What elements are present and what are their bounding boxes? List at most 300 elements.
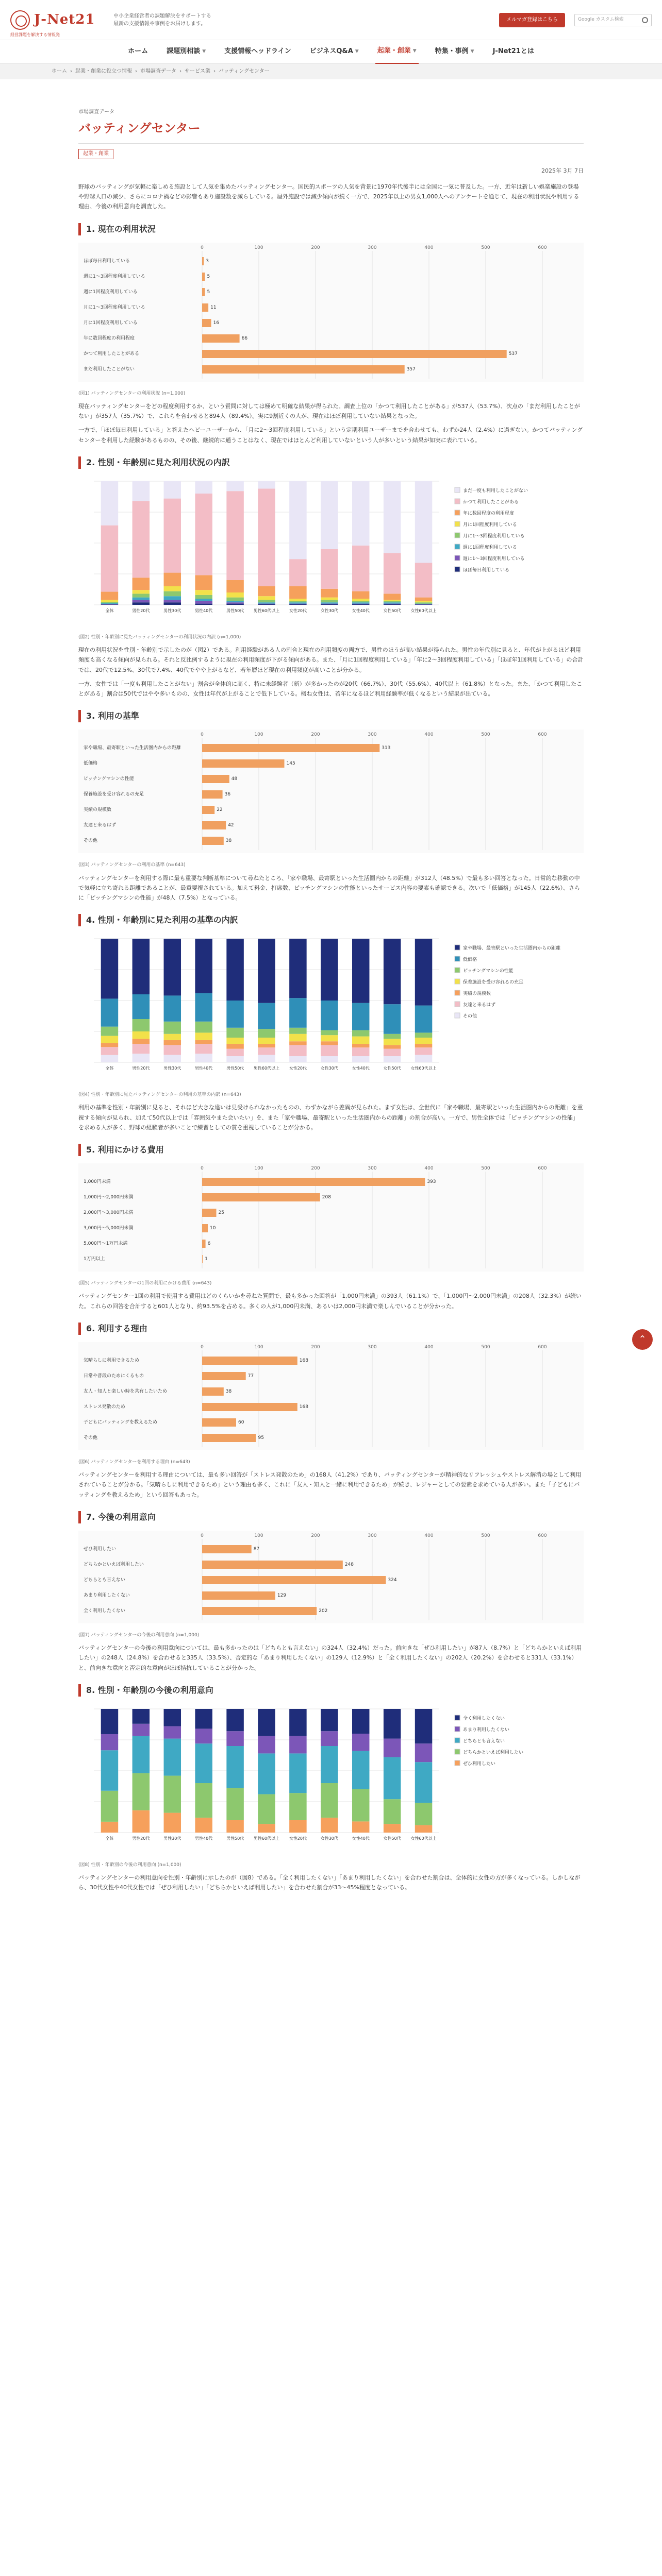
- legend-swatch: [455, 533, 460, 538]
- x-tick-label: 300: [368, 1166, 377, 1172]
- x-tick-label: 女性40代: [352, 608, 370, 613]
- stack-segment: [384, 939, 401, 1004]
- stack-segment: [289, 1041, 307, 1045]
- stack-segment: [352, 601, 370, 602]
- x-tick-label: 400: [424, 1344, 434, 1350]
- category-label: 子どもにバッティングを教えるため: [84, 1419, 158, 1425]
- category-label: まだ利用したことがない: [84, 366, 135, 372]
- nav-item-3[interactable]: [308, 46, 361, 57]
- category-label: 友達と来るはず: [84, 823, 117, 828]
- stack-segment: [101, 1709, 119, 1734]
- data-label: 357: [406, 366, 416, 372]
- category-label: ストレス発散のため: [84, 1404, 125, 1410]
- stack-segment: [226, 598, 244, 601]
- stack-segment: [321, 1056, 338, 1062]
- stack-segment: [352, 546, 370, 591]
- section-4: [78, 914, 584, 1132]
- stack-segment: [195, 494, 212, 575]
- x-tick-label: 0: [201, 732, 204, 738]
- section-heading: 1. 現在の利用状況: [78, 223, 584, 235]
- bar: [202, 1561, 343, 1569]
- stack-segment: [258, 488, 275, 586]
- bar: [202, 1209, 217, 1217]
- stack-segment: [101, 481, 119, 526]
- legend-entry: ほぼ毎日利用している: [463, 567, 510, 573]
- stack-segment: [321, 1783, 338, 1818]
- data-label: 48: [231, 776, 238, 782]
- category-label: ピッチングマシンの性能: [84, 776, 134, 782]
- stack-segment: [133, 1054, 150, 1062]
- chart-container: [78, 934, 584, 1087]
- x-tick-label: 600: [538, 245, 547, 250]
- stack-segment: [258, 1794, 275, 1824]
- stack-segment: [101, 1734, 119, 1750]
- section-heading: 7. 今後の利用意向: [78, 1511, 584, 1523]
- article-category: 市場調査データ: [78, 109, 114, 115]
- chart-background: [78, 243, 584, 382]
- nav-item-label: 支援情報ヘッドライン: [224, 47, 291, 56]
- stack-segment: [101, 1822, 119, 1833]
- stack-segment: [384, 1738, 401, 1757]
- stack-segment: [384, 602, 401, 603]
- nav-item-1[interactable]: [164, 46, 208, 57]
- page-title: バッティングセンター: [78, 118, 584, 144]
- bar: [202, 775, 229, 783]
- legend-swatch: [455, 1002, 460, 1007]
- stack-segment: [226, 1049, 244, 1056]
- stack-segment: [321, 602, 338, 603]
- stack-segment: [289, 939, 307, 998]
- stack-segment: [352, 1056, 370, 1062]
- stack-segment: [258, 1709, 275, 1736]
- stack-segment: [164, 499, 181, 573]
- stack-segment: [195, 604, 212, 605]
- stack-segment: [321, 1818, 338, 1833]
- figure-caption: (図7) バッティングセンターの今後の利用意向 (n=1,000): [78, 1632, 200, 1638]
- stack-segment: [321, 939, 338, 1001]
- bar: [202, 790, 223, 799]
- x-tick-label: 400: [424, 1166, 434, 1172]
- main-nav: [0, 40, 662, 64]
- stack-segment: [384, 1004, 401, 1034]
- site-tagline: [113, 12, 247, 28]
- category-label: 週に1回程度利用している: [84, 289, 138, 295]
- legend-swatch: [455, 1726, 460, 1732]
- stack-segment: [258, 1753, 275, 1794]
- stack-segment: [164, 586, 181, 591]
- stack-segment: [133, 1039, 150, 1044]
- bar: [202, 257, 204, 265]
- section-paragraph: バッティングセンターを利用する際に最も重要な判断基準について尋ねたところ、「家や職場、最寄駅といった生活圏内からの距離」が312人（48.5%）で最も多い回答となった。日常的な移動の中で気軽に立ち寄れる距離であることが、最重要視されている。加えて料金、打席数、ピッチングマシンの性能といったサービス内容の要素も確認できる。次いで「低価格」が145人（22.6%）、さらに「ピッチングマシンの性能」が48人（7.5%）となっている。: [78, 874, 580, 902]
- x-tick-label: 男性30代: [163, 1836, 181, 1841]
- section-7: [78, 1511, 584, 1673]
- stack-segment: [415, 598, 433, 601]
- stack-segment: [384, 1056, 401, 1062]
- x-tick-label: 女性40代: [352, 1836, 370, 1841]
- chart-background: [78, 1342, 584, 1450]
- x-tick-label: 男性20代: [132, 608, 150, 613]
- intro-paragraph: 野球のバッティングが気軽に楽しめる施設として人気を集めたバッティングセンター。国民的スポーツの人気を背景に1970年代後半には全国に一気に普及した。一方、近年は新しい娯楽施設の登場や野球人口の減少、さらにコロナ禍などの影響もあり施設数を減らしている。屋外施設では減少傾向が続く一方で、2025年以上の男女1,000人へのアンケートを通じて、現在の利用状況や利用する理由、今後の利用意向を調査した。: [78, 183, 580, 210]
- stack-segment: [164, 600, 181, 602]
- stack-segment: [258, 939, 275, 1003]
- data-label: 87: [253, 1546, 260, 1552]
- data-label: 5: [207, 274, 210, 279]
- stack-segment: [226, 580, 244, 592]
- stack-segment: [352, 1030, 370, 1037]
- stack-segment: [415, 604, 433, 605]
- x-tick-label: 200: [311, 1166, 320, 1172]
- stack-segment: [321, 481, 338, 549]
- section-paragraph: 現在バッティングセンターをどの程度利用するか、という質問に対しては極めて明確な結果が得られた。調査上位の「かつて利用したことがある」が537人（53.7%）、次点の「まだ利用したことがない」が357人（35.7%）で、これらを合わせると894人（89.4%）。実に9割近くの人が、現在はほぼ利用していない結果となった。: [78, 402, 580, 420]
- x-tick-label: 600: [538, 1533, 547, 1538]
- data-label: 66: [241, 335, 248, 341]
- site-logo[interactable]: [10, 9, 113, 31]
- chart-7: [78, 1531, 584, 1623]
- legend-swatch: [455, 990, 460, 995]
- nav-item-6[interactable]: [491, 46, 536, 57]
- stack-segment: [352, 602, 370, 603]
- legend-entry: 保養施設を受け容れるの充足: [463, 980, 524, 986]
- chart-container: [78, 1704, 584, 1857]
- bar: [202, 1224, 208, 1232]
- stack-segment: [384, 1824, 401, 1833]
- bar: [202, 806, 214, 814]
- stack-segment: [101, 604, 119, 605]
- chevron-up-icon: ⌃: [638, 1333, 647, 1345]
- stack-segment: [133, 1724, 150, 1736]
- x-tick-label: 男性50代: [226, 608, 244, 613]
- x-tick-label: 0: [201, 1533, 204, 1538]
- nav-item-4[interactable]: [375, 40, 419, 64]
- data-label: 38: [225, 1388, 232, 1394]
- x-tick-label: 男性50代: [226, 1836, 244, 1841]
- search-icon[interactable]: [642, 17, 648, 23]
- stack-segment: [101, 1036, 119, 1043]
- category-label: 保養施設を受け容れるの充足: [84, 792, 144, 798]
- stack-segment: [289, 1709, 307, 1736]
- data-label: 1: [205, 1257, 208, 1262]
- stack-segment: [133, 994, 150, 1019]
- category-label: 低価格: [84, 761, 98, 767]
- stack-segment: [133, 578, 150, 590]
- stack-segment: [289, 1056, 307, 1062]
- nav-item-label: 特集・事例: [435, 47, 469, 56]
- stack-segment: [195, 1728, 212, 1743]
- breadcrumb-item[interactable]: 起業・創業に役立つ情報: [75, 69, 132, 74]
- stack-segment: [258, 1047, 275, 1055]
- x-tick-label: 200: [311, 732, 320, 738]
- stack-segment: [289, 1028, 307, 1034]
- data-label: 324: [388, 1577, 397, 1583]
- stack-segment: [101, 999, 119, 1027]
- stack-segment: [258, 1824, 275, 1833]
- category-label: 実績の規模数: [84, 807, 112, 813]
- legend-swatch: [455, 1715, 460, 1720]
- category-label: 週に1〜3回程度利用している: [84, 274, 145, 279]
- stack-segment: [164, 1812, 181, 1832]
- stack-segment: [321, 1746, 338, 1783]
- stack-segment: [352, 1003, 370, 1030]
- breadcrumb-item[interactable]: サービス業: [185, 69, 210, 74]
- stack-segment: [164, 1738, 181, 1775]
- bar: [202, 350, 507, 358]
- chart-8: [78, 1704, 584, 1853]
- category-label: 月に1回程度利用している: [84, 320, 138, 326]
- x-tick-label: 全体: [105, 608, 114, 613]
- x-tick-label: 200: [311, 245, 320, 250]
- stack-segment: [258, 1003, 275, 1029]
- legend-entry: 月に1〜3回程度利用している: [463, 533, 525, 539]
- x-tick-label: 500: [481, 1533, 490, 1538]
- stack-segment: [195, 1040, 212, 1044]
- stack-segment: [226, 1709, 244, 1731]
- chart-container: [78, 730, 584, 857]
- bar: [202, 1240, 206, 1248]
- stack-segment: [226, 1028, 244, 1038]
- stack-segment: [321, 600, 338, 602]
- stack-segment: [289, 601, 307, 602]
- stack-segment: [101, 1047, 119, 1056]
- legend-entry: あまり利用したくない: [463, 1727, 510, 1733]
- stack-segment: [195, 1044, 212, 1054]
- stack-segment: [321, 1001, 338, 1030]
- section-paragraph: 現在の利用状況を性別・年齢別で示したのが（図2）である。利用経験がある人の割合と現在の利用頻度の両方で、男性のほうが高い結果が得られた。男性の年代別に見ると、年代が上がるほど利用頻度も高くなる傾向が見られる。それと反比例するように現在の利用頻度が下がる傾向がある。また、「月に1回程度利用している」「年に2〜3回程度利用している」「ほぼ年1回利用している」の合計では、20代で12.5%、30代で7.4%、40代でやや上がるなど、若年層ほど現在の利用頻度が高いことが分かる。: [78, 647, 584, 673]
- x-tick-label: 女性50代: [383, 1066, 401, 1071]
- stack-segment: [289, 998, 307, 1028]
- bar: [202, 759, 285, 768]
- stack-segment: [164, 1775, 181, 1812]
- x-tick-label: 女性50代: [383, 1836, 401, 1841]
- data-label: 36: [224, 792, 231, 798]
- stack-segment: [289, 604, 307, 605]
- data-label: 38: [225, 838, 232, 844]
- data-label: 6: [207, 1241, 211, 1247]
- x-tick-label: 女性20代: [289, 1066, 307, 1071]
- stack-segment: [226, 1056, 244, 1062]
- category-label: 友人・知人と楽しい時を共有したいため: [84, 1388, 168, 1394]
- legend-swatch: [455, 968, 460, 973]
- legend-entry: その他: [463, 1014, 477, 1020]
- back-to-top-button[interactable]: [632, 1329, 653, 1350]
- legend-entry: 年に数回程度の利用程度: [463, 511, 515, 516]
- stack-segment: [289, 481, 307, 559]
- stack-segment: [321, 589, 338, 598]
- x-tick-label: 100: [254, 1166, 263, 1172]
- breadcrumb-separator-icon: ›: [213, 69, 216, 74]
- stack-segment: [133, 1019, 150, 1031]
- nav-item-label: 起業・創業: [377, 47, 411, 55]
- stack-segment: [164, 939, 181, 995]
- category-label: 5,000円〜1万円未満: [84, 1241, 128, 1247]
- category-label: ぜひ利用したい: [84, 1546, 117, 1552]
- bar: [202, 1434, 256, 1442]
- data-label: 145: [286, 761, 295, 767]
- stack-segment: [415, 1044, 433, 1047]
- category-tag[interactable]: 起業・創業: [78, 149, 113, 159]
- search-box[interactable]: [574, 14, 652, 26]
- stack-segment: [164, 596, 181, 600]
- stack-segment: [195, 595, 212, 599]
- category-label: 気晴らしに利用できるため: [84, 1358, 140, 1363]
- stack-segment: [101, 1750, 119, 1791]
- stack-segment: [195, 590, 212, 595]
- category-label: ほぼ毎日利用している: [84, 258, 130, 264]
- stack-segment: [258, 481, 275, 488]
- stack-segment: [384, 1049, 401, 1056]
- x-tick-label: 男性30代: [163, 1066, 181, 1071]
- x-tick-label: 600: [538, 732, 547, 738]
- stack-segment: [195, 1743, 212, 1783]
- tagline-line-1: 中小企業経営者の課題解決をサポートする: [113, 13, 211, 19]
- x-tick-label: 女性50代: [383, 608, 401, 613]
- x-tick-label: 400: [424, 1533, 434, 1538]
- stack-segment: [164, 1709, 181, 1726]
- stack-segment: [101, 939, 119, 998]
- section-heading: 4. 性別・年齢別に見た利用の基準の内訳: [78, 914, 584, 926]
- legend-swatch: [455, 956, 460, 961]
- legend-swatch: [455, 1760, 460, 1766]
- nav-item-label: ホーム: [128, 47, 148, 56]
- legend-swatch: [455, 979, 460, 984]
- x-tick-label: 300: [368, 1344, 377, 1350]
- stack-segment: [321, 1041, 338, 1045]
- legend-swatch: [455, 521, 460, 527]
- bar: [202, 1255, 203, 1263]
- stack-segment: [384, 1799, 401, 1824]
- data-label: 22: [217, 807, 223, 813]
- chart-container: [78, 476, 584, 630]
- breadcrumb-item[interactable]: 市場調査データ: [140, 69, 176, 74]
- bar: [202, 1591, 275, 1600]
- nav-item-5[interactable]: [433, 46, 476, 57]
- bar: [202, 334, 240, 343]
- logo-mark-icon: [10, 10, 30, 30]
- stack-segment: [226, 604, 244, 605]
- chart-3: [78, 730, 584, 853]
- x-tick-label: 100: [254, 1344, 263, 1350]
- category-label: 家や職場、最寄駅といった生活圏内からの距離: [84, 745, 181, 751]
- stack-segment: [101, 602, 119, 603]
- data-label: 25: [218, 1210, 224, 1216]
- x-tick-label: 200: [311, 1344, 320, 1350]
- x-tick-label: 男性50代: [226, 1066, 244, 1071]
- nav-item-0[interactable]: [126, 46, 150, 57]
- legend-swatch: [455, 1749, 460, 1754]
- stack-segment: [289, 1820, 307, 1833]
- x-tick-label: 400: [424, 732, 434, 738]
- data-label: 10: [210, 1226, 216, 1231]
- bar: [202, 1545, 252, 1553]
- category-label: 全く利用したくない: [84, 1608, 126, 1614]
- nav-item-label: 課題別相談: [167, 47, 201, 56]
- bar: [202, 1372, 246, 1380]
- data-label: 202: [319, 1608, 328, 1614]
- stack-segment: [164, 1022, 181, 1034]
- x-tick-label: 女性60代以上: [410, 1836, 437, 1841]
- breadcrumb-item[interactable]: ホーム: [52, 69, 67, 74]
- category-label: その他: [84, 1435, 98, 1440]
- section-paragraph: バッティングセンターの利用意向を性別・年齢別に示したのが（図8）である。「全く利用したくない」「あまり利用したくない」を合わせた割合は、全体的に女性の方が多くなっている。しかしながら、30代女性や40代女性では「ぜひ利用したい」「どちらかといえば利用したい」を合わせた割合が33〜45%程度となっている。: [78, 1874, 581, 1891]
- bar: [202, 273, 205, 281]
- section-heading: 5. 利用にかける費用: [78, 1144, 584, 1156]
- stack-segment: [195, 599, 212, 601]
- stack-segment: [289, 1736, 307, 1754]
- chevron-down-icon: ▼: [412, 48, 417, 54]
- stack-segment: [101, 1027, 119, 1036]
- stack-segment: [321, 604, 338, 605]
- x-tick-label: 男性60代以上: [253, 608, 280, 613]
- legend-swatch: [455, 544, 460, 549]
- bar: [202, 744, 379, 752]
- stack-segment: [321, 598, 338, 600]
- stack-segment: [195, 575, 212, 590]
- data-label: 3: [206, 258, 209, 264]
- stack-segment: [195, 601, 212, 604]
- stack-segment: [384, 481, 401, 553]
- legend-entry: 低価格: [463, 957, 477, 963]
- section-8: [78, 1684, 584, 1893]
- stack-segment: [415, 939, 433, 1006]
- stack-segment: [258, 586, 275, 596]
- data-label: 313: [382, 745, 391, 751]
- data-label: 129: [277, 1592, 287, 1598]
- x-tick-label: 100: [254, 245, 263, 250]
- x-tick-label: 女性30代: [320, 1836, 338, 1841]
- stack-segment: [258, 1038, 275, 1044]
- legend-entry: 友達と来るはず: [463, 1003, 496, 1008]
- figure-caption: (図1) バッティングセンターの利用状況 (n=1,000): [78, 391, 186, 396]
- chart-1: [78, 243, 584, 382]
- nav-item-label: J-Net21とは: [492, 47, 534, 56]
- stack-segment: [164, 1055, 181, 1062]
- stack-segment: [164, 996, 181, 1022]
- stack-segment: [289, 602, 307, 603]
- stack-segment: [133, 1031, 150, 1039]
- stack-segment: [384, 594, 401, 600]
- stack-segment: [415, 1033, 433, 1038]
- figure-caption: (図8) 性別・年齢別の今後の利用意向 (n=1,000): [78, 1862, 181, 1868]
- section-5: [78, 1144, 584, 1311]
- legend-entry: どちらとも言えない: [463, 1738, 505, 1744]
- stack-segment: [195, 1783, 212, 1818]
- legend-swatch: [455, 1013, 460, 1018]
- x-tick-label: 0: [201, 1344, 204, 1350]
- nav-item-2[interactable]: [222, 46, 293, 57]
- chart-container: [78, 1163, 584, 1276]
- legend-entry: 週に1回程度利用している: [463, 545, 517, 550]
- x-tick-label: 男性20代: [132, 1066, 150, 1071]
- newsletter-button[interactable]: メルマガ登録はこちら: [499, 13, 565, 27]
- stack-segment: [226, 1746, 244, 1788]
- stack-segment: [289, 1753, 307, 1793]
- legend-entry: かつて利用したことがある: [463, 499, 519, 505]
- data-label: 11: [210, 304, 217, 310]
- stack-segment: [101, 1791, 119, 1822]
- stack-segment: [195, 1709, 212, 1728]
- category-label: かつて利用したことがある: [84, 351, 140, 357]
- chart-5: [78, 1163, 584, 1272]
- chevron-down-icon: ▼: [470, 49, 474, 55]
- bar: [202, 319, 211, 327]
- section-paragraph: 一方で、「ほぼ毎日利用している」と答えたヘビーユーザーから、「月に2〜3回程度利用している」という定期利用ユーザーまでを合わせても、わずか24人（2.4%）に過ぎない。かつてバッティングセンターを利用した経験があるものの、その後、継続的に通うことはなく、現在ではほとんど利用していないという人が多いという結果が如実に表れている。: [78, 427, 583, 444]
- stack-segment: [321, 549, 338, 589]
- stack-segment: [258, 1044, 275, 1047]
- x-tick-label: 300: [368, 732, 377, 738]
- x-tick-label: 600: [538, 1344, 547, 1350]
- stack-segment: [195, 993, 212, 1022]
- stack-segment: [415, 1055, 433, 1062]
- search-input[interactable]: Google カスタム検索: [578, 17, 624, 23]
